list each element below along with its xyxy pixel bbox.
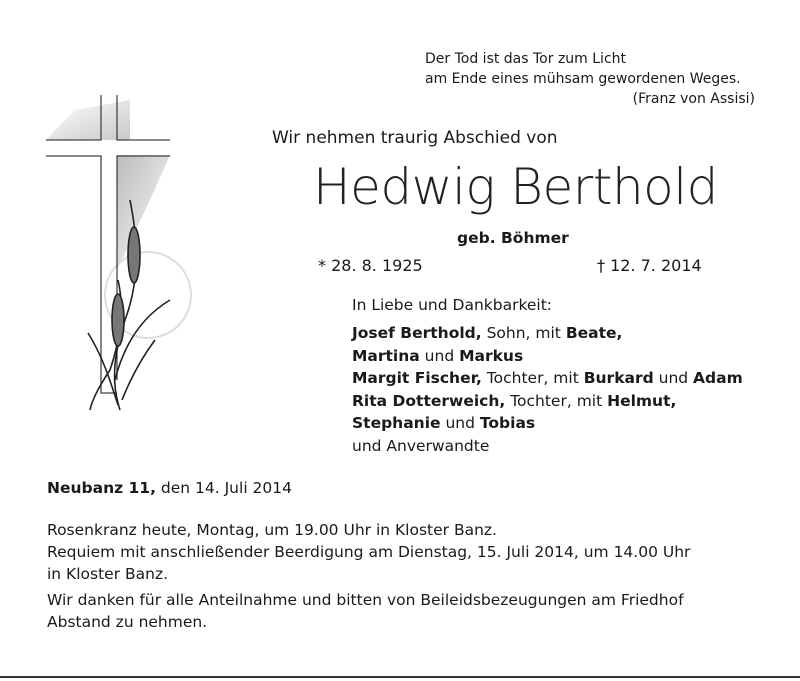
date: den 14. Juli 2014 [155,479,292,497]
mourner-line [352,345,523,368]
death-date: † 12. 7. 2014 [597,256,702,275]
deceased-name: Hedwig Berthold [313,158,718,216]
service-line: in Kloster Banz. [47,565,169,583]
birth-date: * 28. 8. 1925 [318,256,423,275]
bottom-border [0,676,800,678]
cross-with-wheat-icon [30,80,250,420]
quote-line: Der Tod ist das Tor zum Licht [425,51,627,67]
mourner-name: Stephanie [352,414,441,432]
relation: und [419,346,460,365]
relation: Sohn, mit [481,324,566,342]
mourner-name: Markus [459,346,524,365]
service-line: Rosenkranz heute, Montag, um 19.00 Uhr in Kloster Banz. [47,521,497,539]
mourner-name: Tobias [479,414,536,432]
relation: Tochter, mit [505,391,608,410]
relation: und [440,414,480,432]
service-line: Requiem mit anschließender Beerdigung am Dienstag, 15. Juli 2014, um 14.00 Uhr [47,543,691,561]
quote-author: (Franz von Assisi) [632,91,755,107]
mourner-line [352,435,489,458]
mourner-name: Beate, [565,324,623,342]
mourner-line [352,412,535,435]
mourner-name: Margit Fischer, [352,369,482,387]
maiden-name: geb. Böhmer [457,229,569,247]
quote-line: am Ende eines mühsam gewordenen Weges. [425,71,741,87]
mourner-name: Helmut, [607,391,677,410]
relation: und Anverwandte [352,436,490,455]
mourner-name: Josef Berthold, [352,324,482,342]
mourner-line [352,390,676,413]
mourner-name: Burkard [583,369,654,387]
mourner-name: Adam [693,369,743,387]
relation: und [653,369,694,387]
mourner-name: Martina [352,346,420,365]
thanks-line: Wir danken für alle Anteilnahme und bitten von Beileidsbezeugungen am Friedhof [47,591,684,609]
place-date [47,477,292,500]
mourner-name: Rita Dotterweich, [352,391,506,410]
intro-text: Wir nehmen traurig Abschied von [272,128,558,148]
mourner-line [352,322,622,345]
thanks-line: Abstand zu nehmen. [47,613,208,631]
mourners-heading: In Liebe und Dankbarkeit: [352,296,553,314]
relation: Tochter, mit [481,369,584,387]
mourner-line [352,367,743,390]
place: Neubanz 11, [47,479,156,497]
